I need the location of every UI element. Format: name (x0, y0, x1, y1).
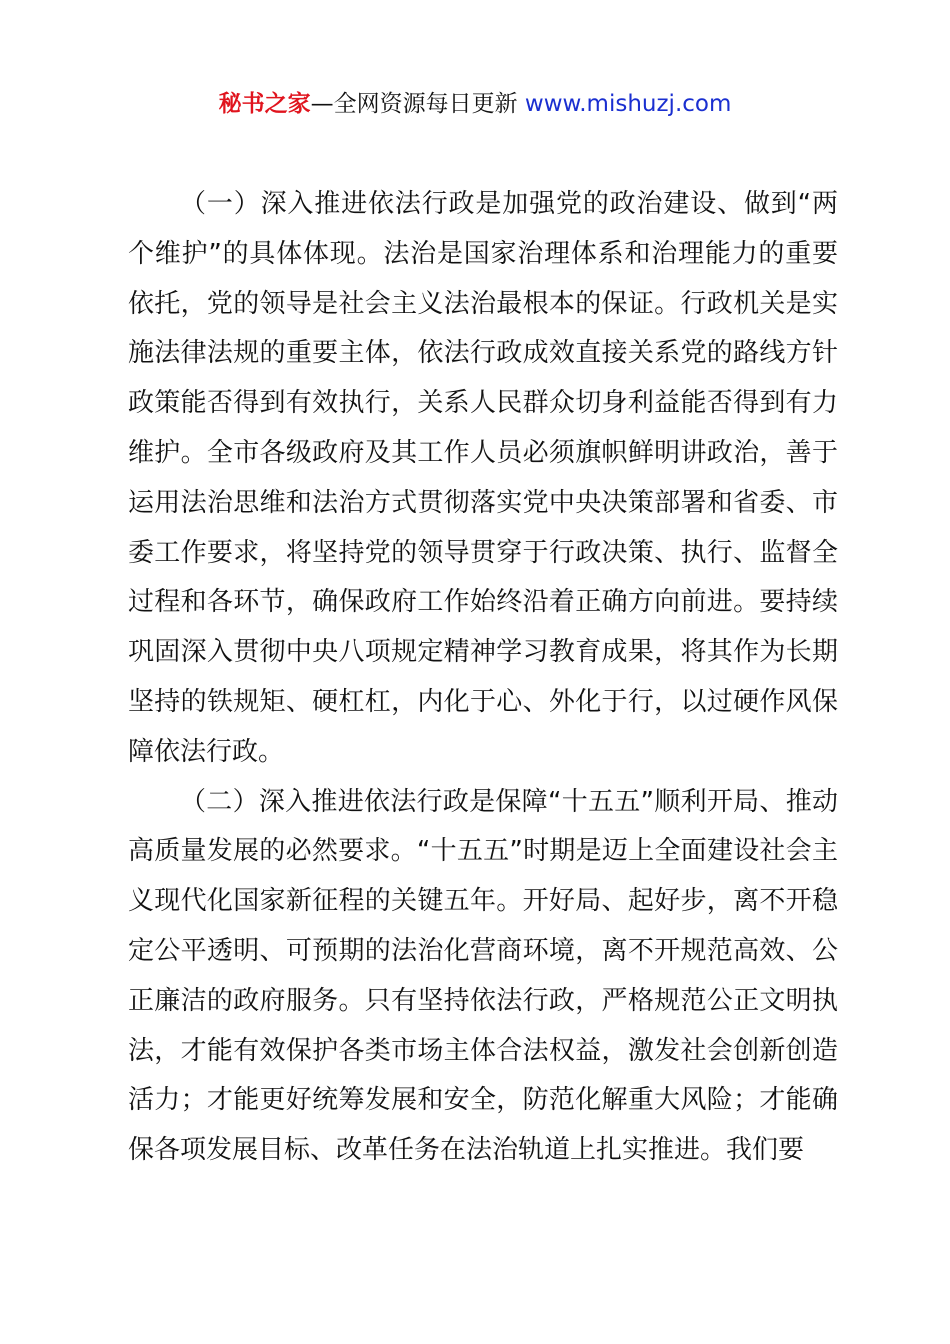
brand-name: 秘书之家 (218, 91, 311, 117)
document-body (128, 180, 838, 1176)
header-tagline: —全网资源每日更新 (310, 91, 525, 117)
site-header (0, 88, 950, 120)
paragraph-2: （二）深入推进依法行政是保障“十五五”顺利开局、推动高质量发展的必然要求。“十五五”时期是迈上全面建设社会主义现代化国家新征程的关键五年。开好局、起好步，离不开稳定公平透明、可预期的法治化营商环境，离不开规范高效、公正廉洁的政府服务。只有坚持依法行政，严格规范公正文明执法，才能有效保护各类市场主体合法权益，激发社会创新创造活力；才能更好统筹发展和安全，防范化解重大风险；才能确保各项发展目标、改革任务在法治轨道上扎实推进。我们要 (128, 786, 838, 1166)
paragraph-1: （一）深入推进依法行政是加强党的政治建设、做到“两个维护”的具体体现。法治是国家治理体系和治理能力的重要依托，党的领导是社会主义法治最根本的保证。行政机关是实施法律法规的重要主体，依法行政成效直接关系党的路线方针政策能否得到有效执行，关系人民群众切身利益能否得到有力维护。全市各级政府及其工作人员必须旗帜鲜明讲政治，善于运用法治思维和法治方式贯彻落实党中央决策部署和省委、市委工作要求，将坚持党的领导贯穿于行政决策、执行、监督全过程和各环节，确保政府工作始终沿着正确方向前进。要持续巩固深入贯彻中央八项规定精神学习教育成果，将其作为长期坚持的铁规矩、硬杠杠，内化于心、外化于行，以过硬作风保障依法行政。 (128, 189, 838, 767)
site-url-link[interactable]: www.mishuzj.com (524, 91, 732, 117)
